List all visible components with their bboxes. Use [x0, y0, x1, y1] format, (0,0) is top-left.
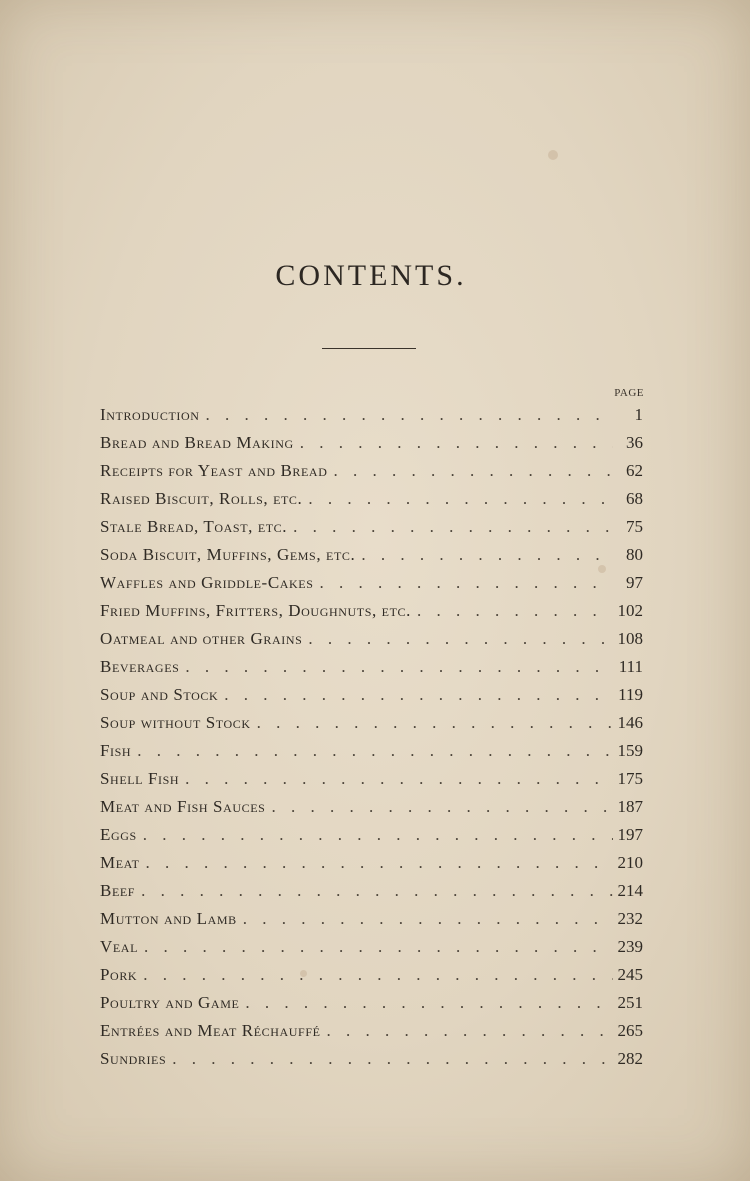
toc-entry-label: Shell Fish — [100, 769, 180, 788]
toc-entry-label: Waffles and Griddle-Cakes — [100, 573, 314, 592]
toc-entry-label: Beverages — [100, 657, 180, 676]
page-column-label: PAGE — [614, 387, 644, 399]
leader-dots — [218, 681, 613, 709]
leader-dots — [314, 569, 614, 597]
leader-dots — [355, 541, 613, 569]
toc-entry — [100, 429, 643, 457]
toc-entry-label: Entrées and Meat Réchauffé — [100, 1021, 321, 1040]
toc-entry-page: 251 — [617, 993, 643, 1012]
toc-entry-label: Soup and Stock — [100, 685, 219, 704]
toc-entry-label: Sundries — [100, 1049, 167, 1068]
leader-dots — [137, 961, 613, 989]
toc-entry-page: 265 — [617, 1021, 643, 1040]
leader-dots — [237, 905, 613, 933]
toc-entry — [100, 485, 643, 513]
toc-entry-page: 68 — [626, 489, 643, 508]
toc-entry-page: 1 — [634, 405, 643, 424]
leader-dots — [251, 709, 613, 737]
toc-entry — [100, 625, 643, 653]
leader-dots — [135, 877, 613, 905]
toc-entry-page: 282 — [617, 1049, 643, 1068]
toc-entry-label: Fried Muffins, Fritters, Doughnuts, etc. — [100, 601, 411, 620]
toc-entry-page: 97 — [626, 573, 643, 592]
toc-entry-page: 146 — [617, 713, 643, 732]
toc-entry-page: 197 — [617, 825, 643, 844]
toc-entry-page: 62 — [626, 461, 643, 480]
toc-entry-label: Mutton and Lamb — [100, 909, 237, 928]
toc-entry — [100, 961, 643, 989]
toc-entry — [100, 513, 643, 541]
toc-entry-page: 175 — [617, 769, 643, 788]
table-of-contents — [100, 401, 643, 1073]
toc-entry-label: Receipts for Yeast and Bread — [100, 461, 328, 480]
toc-entry-label: Eggs — [100, 825, 137, 844]
toc-entry — [100, 1045, 643, 1073]
toc-entry — [100, 989, 643, 1017]
toc-entry-page: 111 — [618, 657, 643, 676]
leader-dots — [179, 765, 613, 793]
toc-entry — [100, 541, 643, 569]
title-divider — [322, 348, 416, 349]
toc-entry-label: Stale Bread, Toast, etc. — [100, 517, 288, 536]
toc-entry-page: 36 — [626, 433, 643, 452]
toc-entry-label: Veal — [100, 937, 139, 956]
toc-entry — [100, 933, 643, 961]
toc-entry-label: Meat and Fish Sauces — [100, 797, 266, 816]
toc-entry — [100, 457, 643, 485]
toc-entry — [100, 821, 643, 849]
toc-entry-label: Soup without Stock — [100, 713, 251, 732]
leader-dots — [239, 989, 613, 1017]
toc-entry — [100, 653, 643, 681]
toc-entry-page: 108 — [617, 629, 643, 648]
toc-entry — [100, 569, 643, 597]
paper-stain — [548, 150, 558, 160]
toc-entry-label: Bread and Bread Making — [100, 433, 294, 452]
toc-entry — [100, 737, 643, 765]
toc-entry-page: 159 — [617, 741, 643, 760]
toc-entry-label: Raised Biscuit, Rolls, etc. — [100, 489, 303, 508]
toc-entry-page: 102 — [617, 601, 643, 620]
leader-dots — [321, 1017, 613, 1045]
toc-entry-page: 187 — [617, 797, 643, 816]
toc-entry-page: 245 — [617, 965, 643, 984]
toc-entry — [100, 1017, 643, 1045]
leader-dots — [179, 653, 613, 681]
toc-entry-page: 80 — [626, 545, 643, 564]
toc-entry-label: Oatmeal and other Grains — [100, 629, 303, 648]
leader-dots — [287, 513, 613, 541]
toc-entry — [100, 793, 643, 821]
toc-entry-label: Beef — [100, 881, 136, 900]
toc-entry — [100, 765, 643, 793]
leader-dots — [411, 597, 613, 625]
leader-dots — [294, 429, 613, 457]
leader-dots — [131, 737, 613, 765]
page-title: CONTENTS. — [275, 259, 467, 292]
leader-dots — [137, 821, 613, 849]
toc-entry-page: 119 — [618, 685, 643, 704]
leader-dots — [166, 1045, 613, 1073]
leader-dots — [265, 793, 613, 821]
toc-entry-page: 239 — [617, 937, 643, 956]
leader-dots — [138, 933, 613, 961]
toc-entry — [100, 597, 643, 625]
toc-entry — [100, 877, 643, 905]
toc-entry-page: 232 — [617, 909, 643, 928]
toc-entry-label: Introduction — [100, 405, 200, 424]
toc-entry-label: Meat — [100, 853, 140, 872]
leader-dots — [327, 457, 613, 485]
toc-entry-label: Soda Biscuit, Muffins, Gems, etc. — [100, 545, 356, 564]
toc-entry — [100, 401, 643, 429]
leader-dots — [200, 401, 613, 429]
leader-dots — [140, 849, 613, 877]
toc-entry-label: Poultry and Game — [100, 993, 240, 1012]
toc-entry — [100, 849, 643, 877]
toc-entry-label: Fish — [100, 741, 132, 760]
toc-entry — [100, 681, 643, 709]
leader-dots — [302, 625, 613, 653]
toc-entry — [100, 905, 643, 933]
toc-entry-label: Pork — [100, 965, 138, 984]
toc-entry-page: 75 — [626, 517, 643, 536]
toc-entry-page: 214 — [617, 881, 643, 900]
toc-entry-page: 210 — [617, 853, 643, 872]
toc-entry — [100, 709, 643, 737]
leader-dots — [302, 485, 613, 513]
